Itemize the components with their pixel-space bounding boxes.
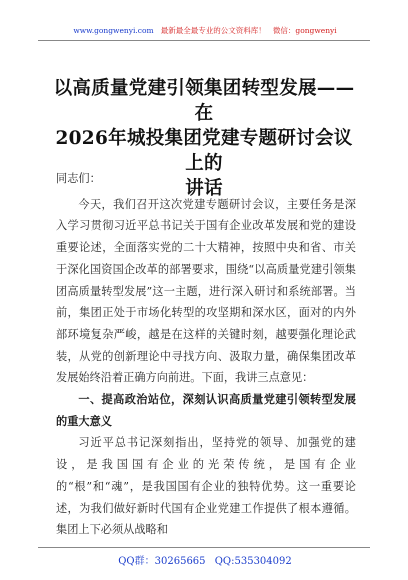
page-header <box>60 26 350 36</box>
section-heading-1: 一、提高政治站位，深刻认识高质量党建引领转型发展的重大意义 <box>56 392 356 428</box>
header-slogan: 最新最全最专业的公文资料库！ <box>160 26 266 35</box>
footer-qq-group: QQ群：30265665 <box>118 556 206 567</box>
title-line-2: 2026年城投集团党建专题研讨会议上的 <box>55 128 353 174</box>
document-body <box>56 168 356 541</box>
footer-qq: QQ:535304092 <box>214 556 292 567</box>
header-divider <box>38 40 370 41</box>
header-site[interactable]: www.gongwenyi.com <box>73 26 154 35</box>
greeting: 同志们： <box>56 172 101 185</box>
paragraph-intro: 今天，我们召开这次党建专题研讨会议，主要任务是深入学习贯彻习近平总书记关于国有企业改革发展和党的建设重要论述，全面落实党的二十大精神，按照中央和省、市关于深化国资国企改革的部署要求，围绕“以高质量党建引领集团高质量转型发展”这一主题，进行深入研讨和系统部署。当前，集团正处于市场化转型的攻坚期和深水区，面对的内外部环境复杂严峻，越是在这样的关键时刻，越要强化理论武装，从党的创新理论中寻找方向、汲取力量，确保集团改革发展始终沿着正确方向前进。下面，我讲三点意见： <box>56 197 356 385</box>
paragraph-section-1: 习近平总书记深刻指出，坚持党的领导、加强党的建设，是我国国有企业的光荣传统，是国有企业的“根”和“魂”，是我国国有企业的独特优势。这一重要论述，为我们做好新时代国有企业党建工作提供了根本遵循。集团上下必须从战略和 <box>56 436 356 537</box>
page-footer <box>60 552 350 567</box>
title-line-1: 以高质量党建引领集团转型发展——在 <box>53 78 355 124</box>
title-line-3: 讲话 <box>185 178 223 199</box>
footer-divider <box>38 547 370 548</box>
header-wechat: 微信：gongwenyi <box>272 26 337 35</box>
